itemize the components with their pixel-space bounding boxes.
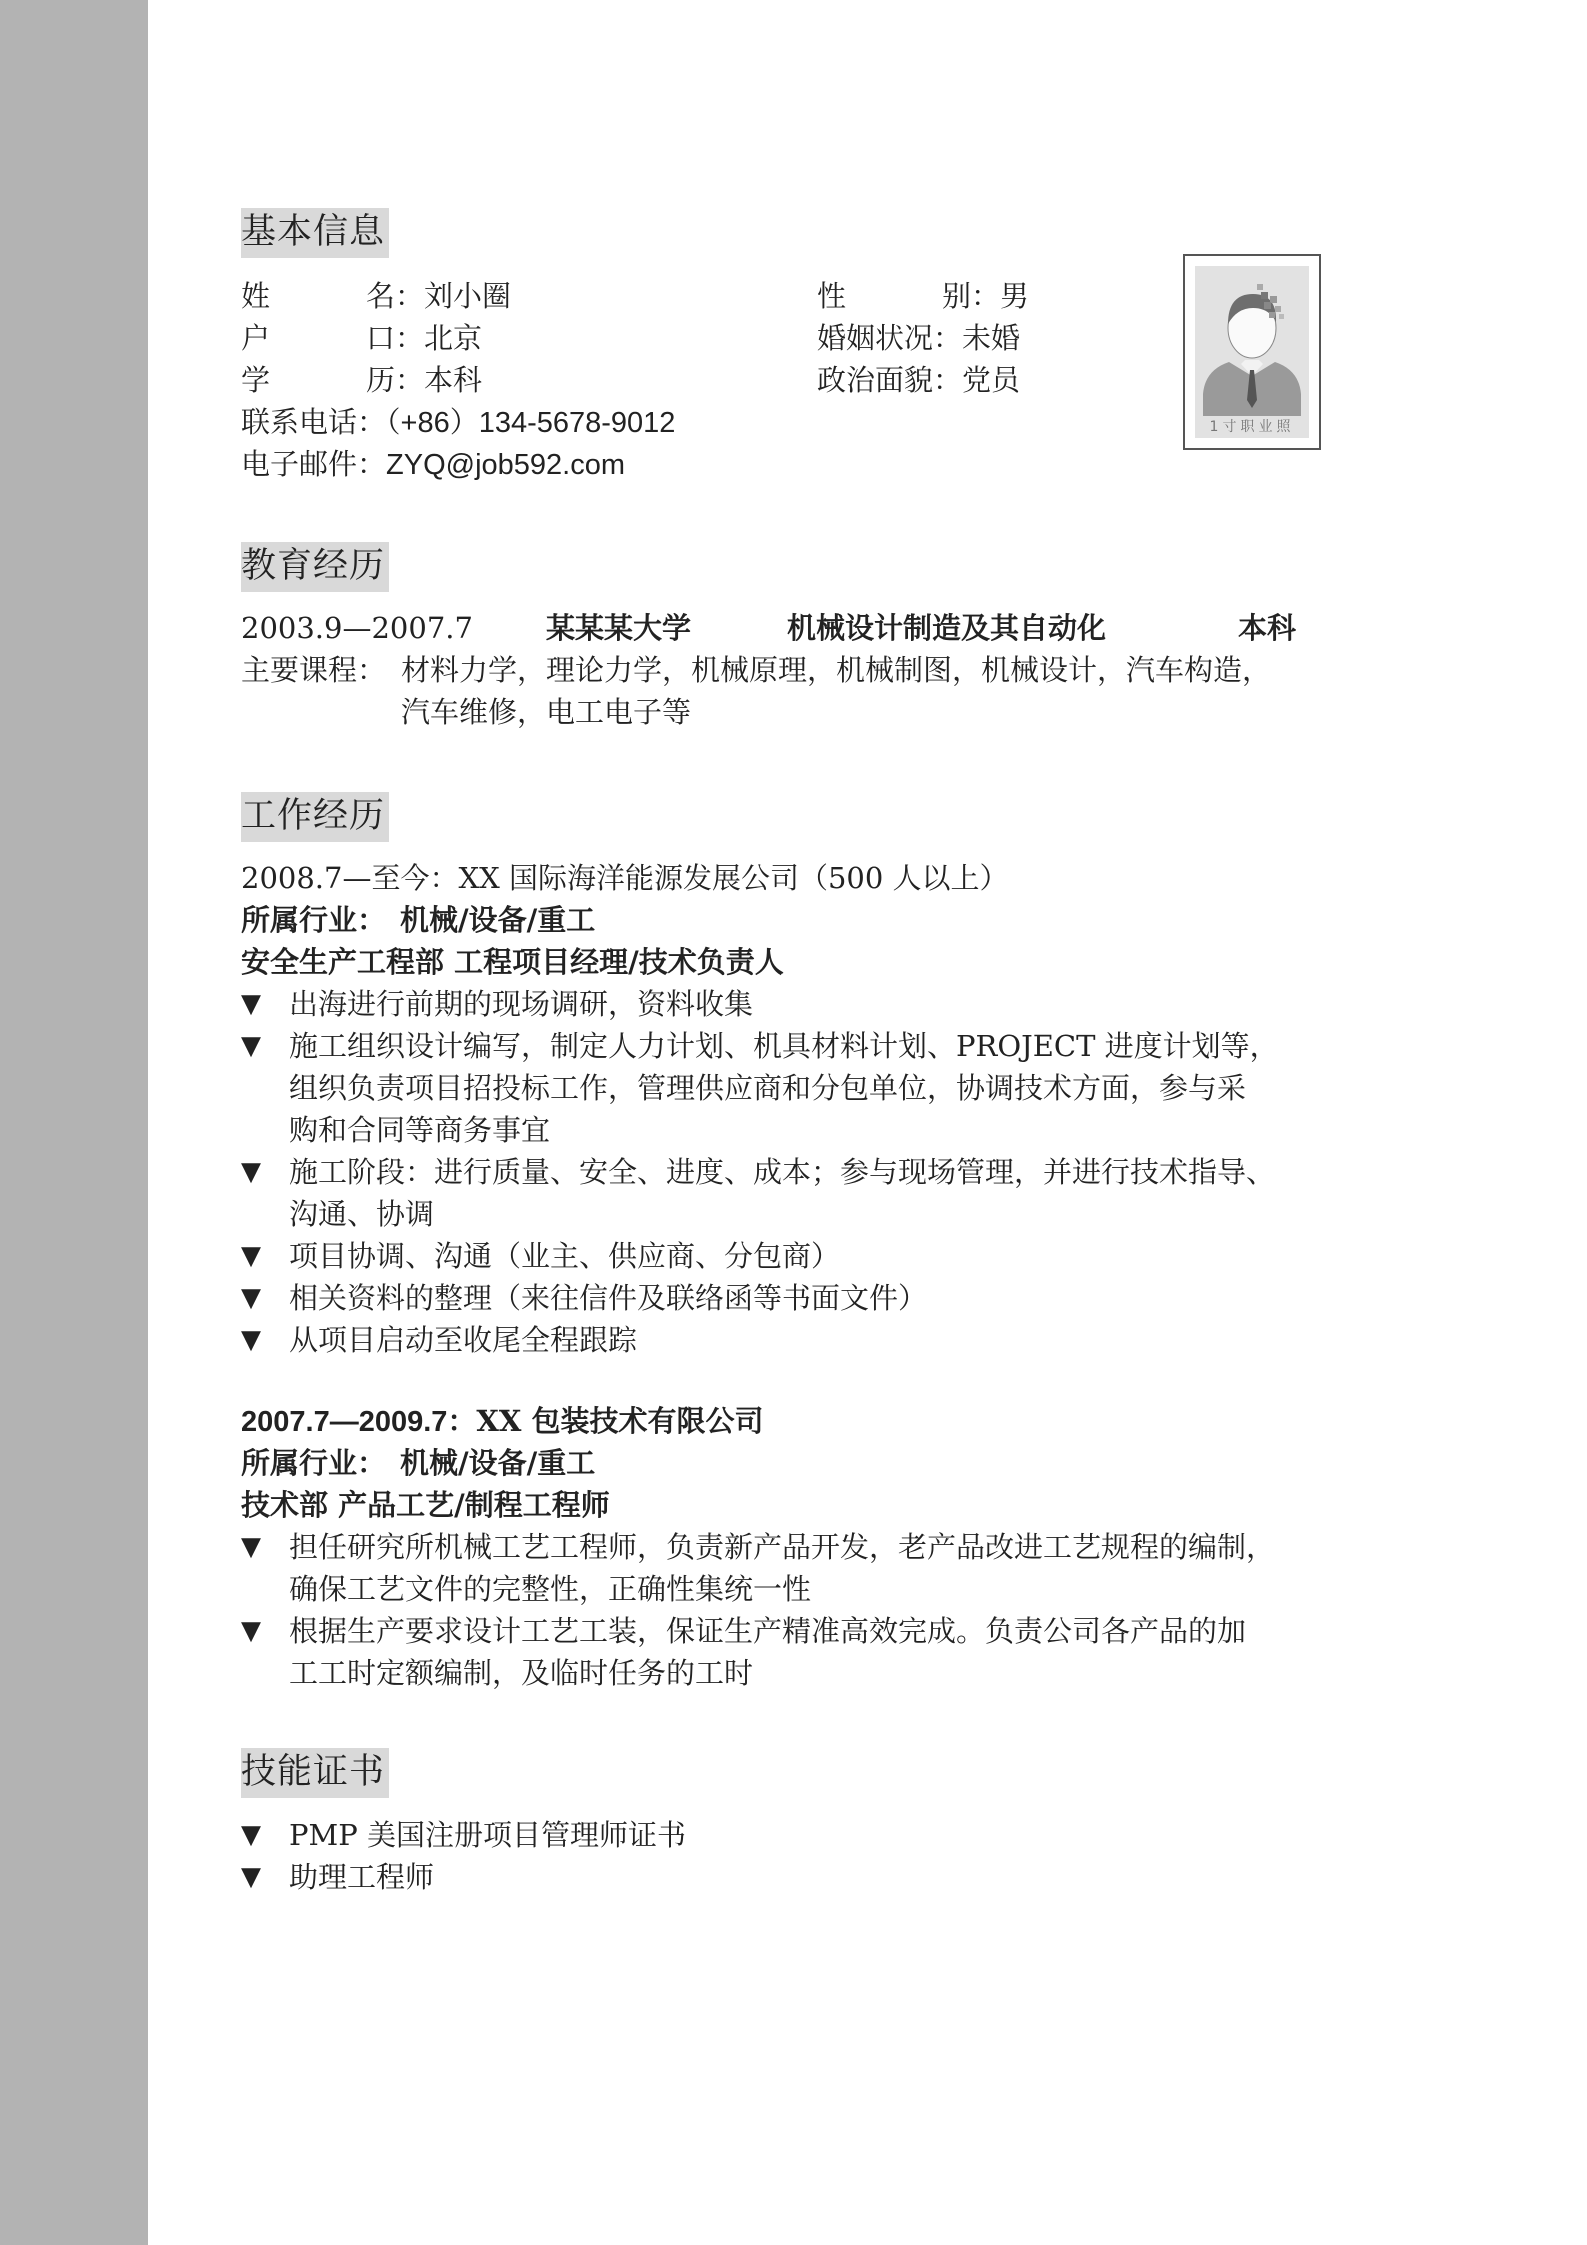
skill-item: PMP 美国注册项目管理师证书 (289, 1818, 686, 1852)
triangle-bullet-icon: ▼ (241, 989, 261, 1019)
email-value: ZYQ@job592.com (386, 449, 625, 481)
courses-line-1: 材料力学，理论力学，机械原理，机械制图，机械设计，汽车构造， (401, 653, 1272, 687)
education-level-row: 学 历：本科 (241, 363, 483, 397)
left-sidebar-bar (0, 0, 148, 2245)
resume-page: 基本信息 姓 名：刘小圈 性 别：男 户 口：北京 婚姻状况：未婚 学 历：本科 政治面貌：党员 联系电话：（+86）134-5678-9012 电子邮件：ZYQ@job592.com 1寸职业照 教育经历 2003.9—2007.7 某某某大学 机械设计制造及其自动化 本科 主要课程： 材料力学，理论力学，机械原理，机械制图，机械设计，汽车构造， 汽车维修，电工电子等 工作经历 2008.7—至今：XX 国际海洋能源发展公司（500 人以上） 所属行业： 机械/设备/重工 安全生产工程部 工程项目经理/技术负责人 ▼ 出海进行前期的现场调研，资料收集 ▼ 施工组织设计编写，制定人力计划、机具材料计划、PROJECT 进度计划等， 组织负责项目招投标工作，管理供应商和分包单位，协调技术方面，参与采 购和合同等商务事宜 ▼ 施工阶段：进行质量、安全、进度、成本；参与现场管理，并进行技术指导、 沟通、协调 ▼ 项目协调、沟通（业主、供应商、分包商） ▼ 相关资料的整理（来往信件及联络函等书面文件） ▼ 从项目启动至收尾全程跟踪 2007.7—2009.7：XX 包装技术有限公司 所属行业： 机械/设备/重工 技术部 产品工艺/制程工程师 ▼ 担任研究所机械工艺工程师，负责新产品开发，老产品改进工艺规程的编制， 确保工艺文件的完整性，正确性集统一性 ▼ 根据生产要求设计工艺工装，保证生产精准高效完成。负责公司各产品的加 工工时定额编制，及临时任务的工时 技能证书 ▼ PMP 美国注册项目管理师证书 ▼ 助理工程师 (241, 0, 1371, 2245)
courses-line-2: 汽车维修，电工电子等 (401, 695, 692, 729)
section-title-education: 教育经历 (241, 542, 389, 592)
photo-caption: 1寸职业照 (1209, 419, 1295, 435)
triangle-bullet-icon: ▼ (241, 1820, 261, 1850)
political-value: 党员 (962, 363, 1021, 397)
hukou-value: 北京 (424, 321, 483, 355)
gender-value: 男 (1000, 279, 1030, 313)
profile-photo-placeholder (1183, 254, 1321, 450)
job-1-industry-row: 所属行业： 机械/设备/重工 (241, 903, 596, 937)
job-1-industry: 机械/设备/重工 (400, 903, 596, 937)
job-2-industry-row: 所属行业： 机械/设备/重工 (241, 1446, 596, 1480)
education-entry-row (241, 607, 473, 649)
section-title-skills: 技能证书 (241, 1748, 389, 1798)
job-2-dates: 2007.7—2009.7： (241, 1406, 477, 1438)
hukou-row: 户 口：北京 (241, 321, 483, 355)
education-major: 机械设计制造及其自动化 (787, 611, 1107, 645)
triangle-bullet-icon: ▼ (241, 1862, 261, 1892)
marital-value: 未婚 (962, 321, 1021, 355)
education-period: 2003.9—2007.7 (241, 611, 473, 645)
education-school: 某某某大学 (546, 611, 692, 645)
phone-row: 联系电话：（+86）134-5678-9012 (241, 405, 676, 439)
education-degree: 本科 (1238, 611, 1297, 645)
political-row: 政治面貌：党员 (817, 363, 1021, 397)
job-2-header (241, 1400, 764, 1443)
triangle-bullet-icon: ▼ (241, 1241, 261, 1271)
marital-row: 婚姻状况：未婚 (817, 321, 1021, 355)
name-row: 姓 名：刘小圈 (241, 279, 512, 313)
job-2-industry: 机械/设备/重工 (400, 1446, 596, 1480)
skill-item: 助理工程师 (289, 1860, 435, 1894)
education-level-value: 本科 (424, 363, 483, 397)
triangle-bullet-icon: ▼ (241, 1616, 261, 1646)
job-2-position: 技术部 产品工艺/制程工程师 (241, 1488, 610, 1522)
section-title-basic: 基本信息 (241, 208, 389, 258)
email-row: 电子邮件：ZYQ@job592.com (241, 447, 625, 481)
triangle-bullet-icon: ▼ (241, 1532, 261, 1562)
gender-row: 性 别：男 (817, 279, 1030, 313)
triangle-bullet-icon: ▼ (241, 1031, 261, 1061)
job-1-header: 2008.7—至今：XX 国际海洋能源发展公司（500 人以上） (241, 861, 1009, 895)
avatar-silhouette-icon (1195, 266, 1309, 416)
triangle-bullet-icon: ▼ (241, 1325, 261, 1355)
section-title-work: 工作经历 (241, 792, 389, 842)
job-2-company: XX 包装技术有限公司 (476, 1404, 764, 1438)
courses-label: 主要课程： (241, 653, 387, 687)
name-value: 刘小圈 (424, 279, 512, 313)
job-1-position: 安全生产工程部 工程项目经理/技术负责人 (241, 945, 784, 979)
triangle-bullet-icon: ▼ (241, 1157, 261, 1187)
phone-value: （+86）134-5678-9012 (386, 407, 676, 439)
triangle-bullet-icon: ▼ (241, 1283, 261, 1313)
